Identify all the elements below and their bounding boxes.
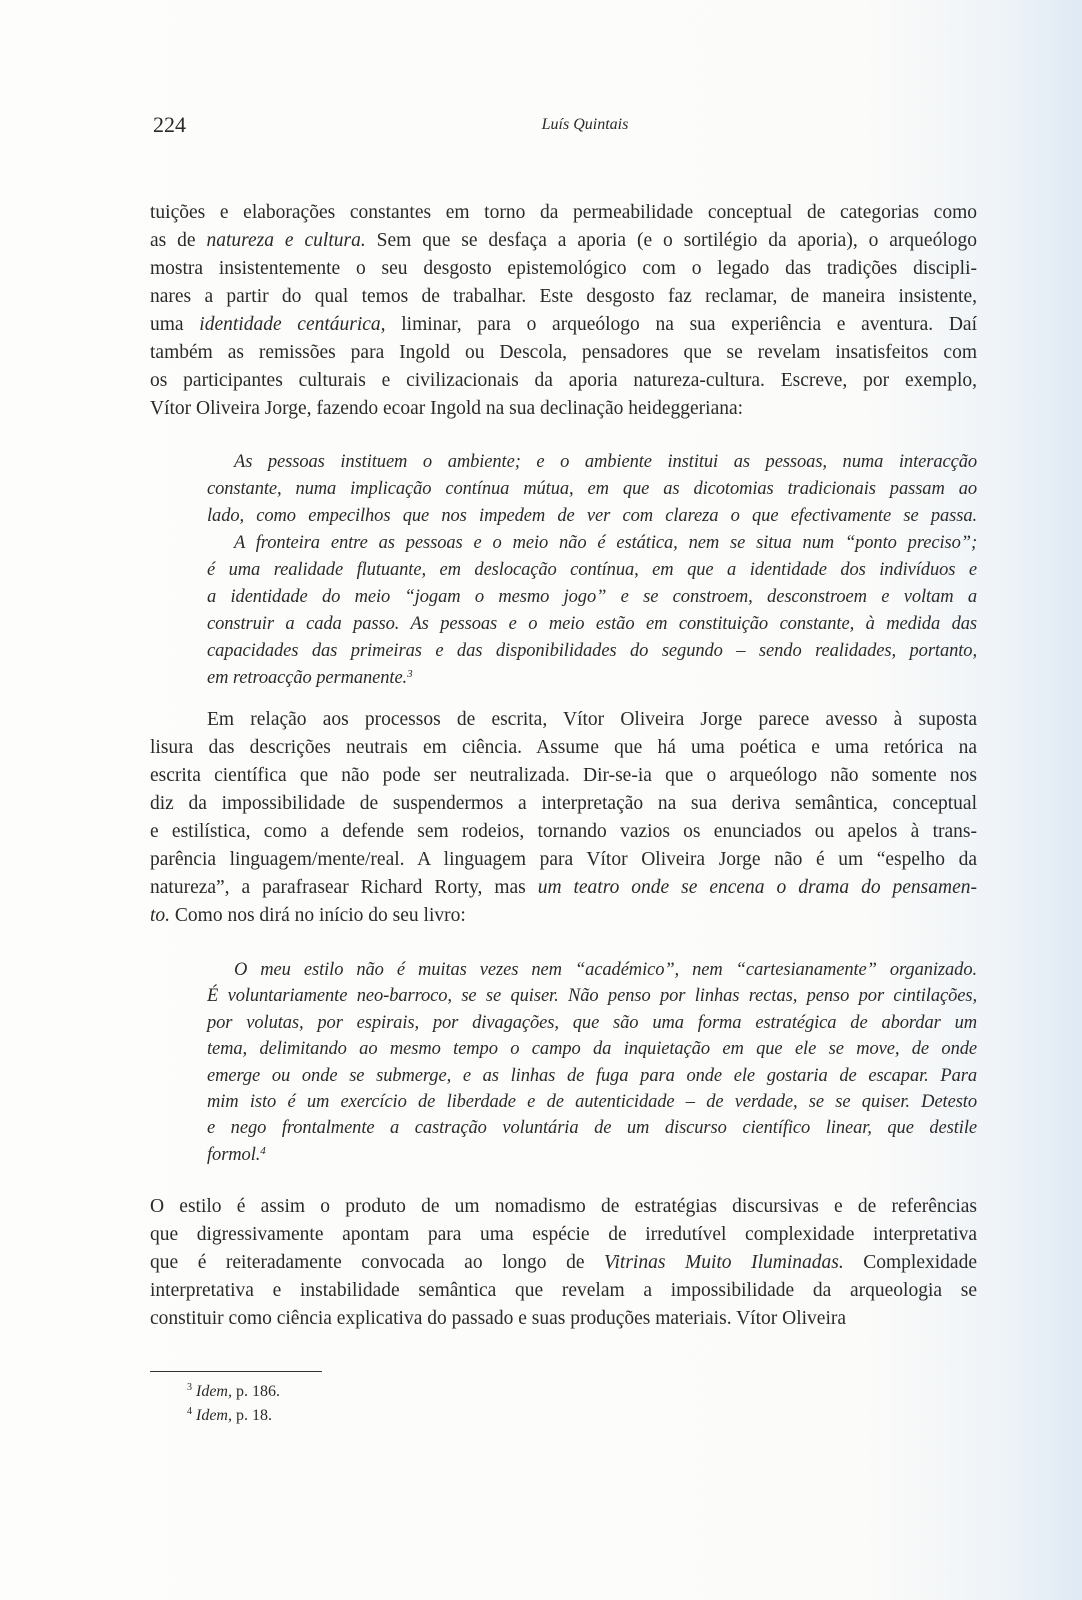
text-segment: A fronteira entre as pessoas e o meio não é estática, nem se situa num “ponto preciso”;	[234, 533, 977, 553]
text-line	[150, 1249, 977, 1277]
text-segment: lisura das descrições neutrais em ciência. Assume que há uma poética e uma retórica na	[150, 737, 977, 758]
text-line	[150, 762, 977, 790]
text-line	[150, 339, 977, 367]
text-line	[207, 476, 977, 503]
text-segment: emerge ou onde se submerge, e as linhas de fuga para onde ele gostaria de escapar. Para	[207, 1065, 977, 1086]
text-line	[207, 665, 977, 692]
text-segment: uma	[150, 314, 200, 335]
text-line	[150, 1305, 977, 1333]
footnote-mark: 3	[187, 1382, 192, 1393]
footnote-source: Idem,	[196, 1407, 232, 1424]
text-segment: também as remissões para Ingold ou Descola, pensadores que se revelam insatisfeitos com	[150, 342, 977, 363]
paragraph-3	[150, 1193, 977, 1333]
text-line	[150, 818, 977, 846]
text-segment: em retroacção permanente.	[207, 668, 408, 688]
paragraph-1	[150, 199, 977, 423]
text-line	[150, 1221, 977, 1249]
text-segment: os participantes culturais e civilizacionais da aporia natureza-cultura. Escreve, por exemplo,	[150, 370, 977, 391]
footnote-divider	[150, 1371, 322, 1372]
text-segment: Vítor Oliveira Jorge, fazendo ecoar Ingold na sua declinação heideggeriana:	[150, 398, 744, 419]
block-quote-1	[207, 449, 977, 692]
text-line	[207, 503, 977, 530]
text-segment: formol.	[207, 1144, 261, 1165]
text-segment: constituir como ciência explicativa do passado e suas produções materiais. Vítor Oliveira	[150, 1308, 847, 1329]
text-segment: que digressivamente apontam para uma espécie de irredutível complexidade interpretativa	[150, 1224, 977, 1245]
text-line	[207, 1010, 977, 1036]
text-line	[150, 706, 977, 734]
text-segment: Complexidade	[843, 1252, 977, 1273]
text-line	[207, 584, 977, 611]
text-segment: constante, numa implicação contínua mútua, em que as dicotomias tradicionais passam ao	[207, 479, 977, 499]
text-segment: O meu estilo não é muitas vezes nem “académico”, nem “cartesianamente” organizado.	[234, 960, 977, 980]
text-line	[150, 395, 977, 423]
text-segment: lado, como empecilhos que nos impedem de ver com clareza o que efectivamente se passa.	[207, 506, 977, 526]
text-segment: natureza”, a parafrasear Richard Rorty, mas	[150, 877, 538, 898]
text-line	[207, 557, 977, 584]
text-line	[150, 311, 977, 339]
block-quote-2	[207, 957, 977, 1168]
text-segment: O estilo é assim o produto de um nomadismo de estratégias discursivas e de referências	[150, 1196, 977, 1217]
text-segment: construir a cada passo. As pessoas e o meio estão em constituição constante, à medida das	[207, 614, 977, 634]
text-segment: as de	[150, 230, 207, 251]
text-segment: É voluntariamente neo-barroco, se se quiser. Não penso por linhas rectas, penso por cintilações,	[207, 986, 977, 1007]
text-segment: Como nos dirá no início do seu livro:	[170, 905, 466, 926]
text-segment: e estilística, como a defende sem rodeios, tornando vazios os enunciados ou apelos à trans-	[150, 821, 977, 842]
text-line	[207, 1089, 977, 1115]
footnote-mark: 4	[187, 1406, 192, 1417]
text-segment: parência linguagem/mente/real. A linguagem para Vítor Oliveira Jorge não é um “espelho da	[150, 849, 977, 870]
text-line	[150, 1277, 977, 1305]
text-segment: liminar, para o arqueólogo na sua experiência e aventura. Daí	[385, 314, 978, 335]
text-line	[150, 902, 977, 930]
text-segment: As pessoas instituem o ambiente; e o ambiente institui as pessoas, numa interacção	[234, 452, 977, 472]
running-head: Luís Quintais	[541, 116, 629, 133]
text-line	[207, 1115, 977, 1141]
text-segment: diz da impossibilidade de suspendermos a interpretação na sua deriva semântica, conceptual	[150, 793, 977, 814]
text-segment: mostra insistentemente o seu desgosto epistemológico com o legado das tradições discipli-	[150, 258, 977, 279]
text-line	[207, 957, 977, 983]
text-segment: Em relação aos processos de escrita, Vítor Oliveira Jorge parece avesso à suposta	[207, 709, 977, 730]
text-line	[150, 367, 977, 395]
text-line	[150, 199, 977, 227]
text-segment: a identidade do meio “jogam o mesmo jogo” e se constroem, desconstroem e voltam a	[207, 587, 977, 607]
text-line	[150, 874, 977, 902]
text-segment: tema, delimitando ao mesmo tempo o campo da inquietação em que ele se move, de onde	[207, 1039, 977, 1060]
text-segment: que é reiteradamente convocada ao longo de	[150, 1252, 605, 1273]
text-line	[150, 1193, 977, 1221]
text-segment: Vitrinas Muito Iluminadas.	[604, 1252, 844, 1273]
text-segment: é uma realidade flutuante, em deslocação contínua, em que a identidade dos indivíduos e	[207, 560, 977, 580]
text-segment: nares a partir do qual temos de trabalhar. Este desgosto faz reclamar, de maneira insistente,	[150, 286, 977, 307]
text-segment: mim isto é um exercício de liberdade e de autenticidade – de verdade, se se quiser. Detesto	[207, 1091, 977, 1112]
text-line	[150, 255, 977, 283]
text-segment: interpretativa e instabilidade semântica que revelam a impossibilidade da arqueologia se	[150, 1280, 977, 1301]
text-line	[150, 227, 977, 255]
text-line	[150, 283, 977, 311]
text-line	[207, 638, 977, 665]
footnote-reference[interactable]: 3	[407, 668, 413, 680]
text-segment: por volutas, por espirais, por divagações, que são uma forma estratégica de abordar um	[207, 1012, 977, 1033]
text-line	[207, 530, 977, 557]
paragraph-2	[150, 706, 977, 930]
footnote-3	[187, 1383, 280, 1401]
footnote-page: p. 186.	[231, 1383, 280, 1400]
text-line	[207, 1063, 977, 1089]
text-segment: Sem que se desfaça a aporia (e o sortilégio da aporia), o arqueólogo	[365, 230, 977, 251]
page-number: 224	[153, 112, 186, 137]
text-line	[150, 734, 977, 762]
text-segment: capacidades das primeiras e das disponibilidades do segundo – sendo realidades, portanto,	[207, 641, 977, 661]
text-segment: to.	[150, 905, 171, 926]
footnote-4	[187, 1407, 272, 1425]
text-segment: um teatro onde se encena o drama do pensamen-	[537, 877, 977, 898]
text-segment: natureza e cultura.	[206, 230, 366, 251]
text-line	[207, 611, 977, 638]
footnote-page: p. 18.	[231, 1407, 272, 1424]
text-segment: identidade centáurica,	[199, 314, 386, 335]
footnote-reference[interactable]: 4	[260, 1144, 266, 1157]
text-line	[150, 846, 977, 874]
text-segment: e nego frontalmente a castração voluntária de um discurso científico linear, que destile	[207, 1118, 977, 1139]
text-line	[207, 1036, 977, 1062]
text-line	[150, 790, 977, 818]
text-line	[207, 983, 977, 1009]
text-line	[207, 1142, 977, 1168]
text-line	[207, 449, 977, 476]
footnote-source: Idem,	[196, 1383, 232, 1400]
text-segment: tuições e elaborações constantes em torno da permeabilidade conceptual de categorias como	[150, 202, 977, 223]
text-segment: escrita científica que não pode ser neutralizada. Dir-se-ia que o arqueólogo não somente nos	[150, 765, 977, 786]
